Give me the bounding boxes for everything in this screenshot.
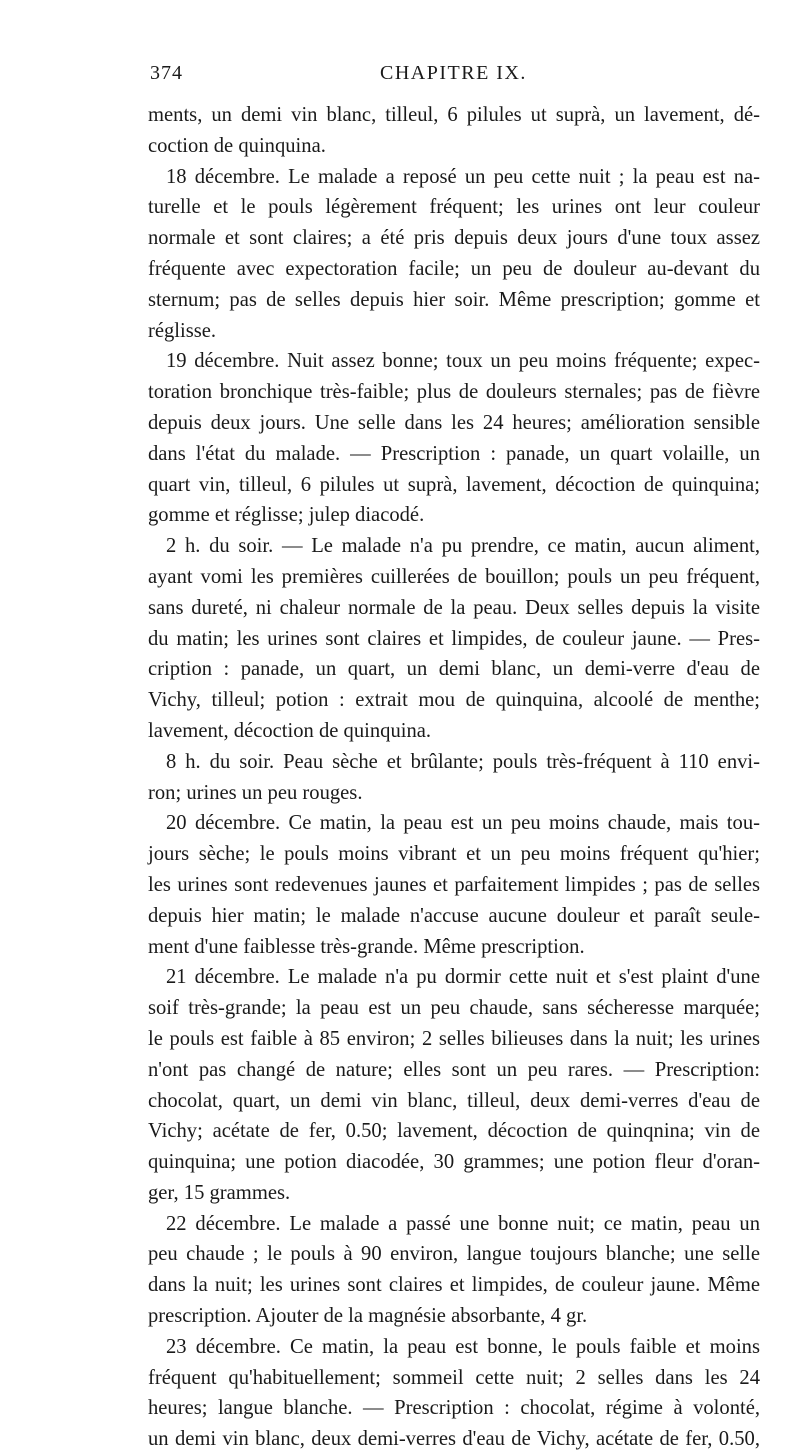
text-line: ger, 15 grammes. xyxy=(148,1181,291,1204)
text-line: n'ont pas changé de nature; elles sont un peu rares. — Prescription: xyxy=(148,1058,760,1081)
text-line: les urines sont redevenues jaunes et parfaitement limpides ; pas de selles xyxy=(148,873,760,896)
text-line: prescription. Ajouter de la magnésie absorbante, 4 gr. xyxy=(148,1305,588,1328)
text-line: 22 décembre. Le malade a passé une bonne nuit; ce matin, peau un xyxy=(166,1212,760,1235)
text-line: 20 décembre. Ce matin, la peau est un peu moins chaude, mais tou- xyxy=(166,812,760,835)
text-line: 21 décembre. Le malade n'a pu dormir cette nuit et s'est plaint d'une xyxy=(166,966,760,989)
text-line: 18 décembre. Le malade a reposé un peu cette nuit ; la peau est na- xyxy=(166,165,760,188)
text-line: coction de quinquina. xyxy=(148,134,326,157)
text-line: le pouls est faible à 85 environ; 2 selles bilieuses dans la nuit; les urines xyxy=(148,1027,760,1050)
text-line: ayant vomi les premières cuillerées de bouillon; pouls un peu fréquent, xyxy=(148,565,760,588)
text-line: cription : panade, un quart, un demi blanc, un demi-verre d'eau de xyxy=(148,658,760,681)
chapter-title: CHAPITRE IX. xyxy=(380,62,527,84)
page-number: 374 xyxy=(150,62,183,84)
text-line: peu chaude ; le pouls à 90 environ, langue toujours blanche; une selle xyxy=(148,1243,760,1266)
text-line: sans dureté, ni chaleur normale de la peau. Deux selles depuis la visite xyxy=(148,596,760,619)
text-line: ment d'une faiblesse très-grande. Même prescription. xyxy=(148,935,585,958)
text-line: jours sèche; le pouls moins vibrant et un peu moins fréquent qu'hier; xyxy=(148,843,760,866)
text-line: quinquina; une potion diacodée, 30 grammes; une potion fleur d'oran- xyxy=(148,1151,760,1174)
text-line: 19 décembre. Nuit assez bonne; toux un peu moins fréquente; expec- xyxy=(166,350,760,373)
text-line: fréquente avec expectoration facile; un peu de douleur au-devant du xyxy=(148,257,760,280)
text-line: heures; langue blanche. — Prescription : chocolat, régime à volonté, xyxy=(148,1397,760,1420)
text-line: depuis deux jours. Une selle dans les 24 heures; amélioration sensible xyxy=(148,411,760,434)
text-line: du matin; les urines sont claires et limpides, de couleur jaune. — Pres- xyxy=(148,627,760,650)
text-line: Vichy; acétate de fer, 0.50; lavement, décoction de quinqnina; vin de xyxy=(148,1120,760,1143)
text-line: un demi vin blanc, deux demi-verres d'eau de Vichy, acétate de fer, 0.50, xyxy=(148,1428,760,1451)
text-line: fréquent qu'habituellement; sommeil cette nuit; 2 selles dans les 24 xyxy=(148,1366,760,1389)
text-line: ments, un demi vin blanc, tilleul, 6 pilules ut suprà, un lavement, dé- xyxy=(148,104,760,126)
text-line: réglisse. xyxy=(148,319,217,342)
text-line: turelle et le pouls légèrement fréquent; les urines ont leur couleur xyxy=(148,196,760,219)
text-line: sternum; pas de selles depuis hier soir. Même prescription; gomme et xyxy=(148,288,760,311)
text-line: chocolat, quart, un demi vin blanc, tilleul, deux demi-verres d'eau de xyxy=(148,1089,760,1112)
text-line: soif très-grande; la peau est un peu chaude, sans sécheresse marquée; xyxy=(148,997,760,1020)
text-line: 2 h. du soir. — Le malade n'a pu prendre, ce matin, aucun aliment, xyxy=(166,535,760,558)
text-line: dans l'état du malade. — Prescription : panade, un quart volaille, un xyxy=(148,442,760,465)
text-line: normale et sont claires; a été pris depuis deux jours d'une toux assez xyxy=(148,227,760,250)
text-line: ron; urines un peu rouges. xyxy=(148,781,363,804)
body-text xyxy=(148,100,760,1455)
text-line: 8 h. du soir. Peau sèche et brûlante; pouls très-fréquent à 110 envi- xyxy=(166,750,760,773)
running-head xyxy=(150,62,750,92)
text-line: 23 décembre. Ce matin, la peau est bonne, le pouls faible et moins xyxy=(166,1335,760,1358)
text-line: quart vin, tilleul, 6 pilules ut suprà, lavement, décoction de quinquina; xyxy=(148,473,760,496)
text-line: lavement, décoction de quinquina. xyxy=(148,719,432,742)
text-line: toration bronchique très-faible; plus de douleurs sternales; pas de fièvre xyxy=(148,381,760,404)
text-line: gomme et réglisse; julep diacodé. xyxy=(148,504,425,527)
text-line: Vichy, tilleul; potion : extrait mou de quinquina, alcoolé de menthe; xyxy=(148,689,760,712)
text-line: dans la nuit; les urines sont claires et limpides, de couleur jaune. Même xyxy=(148,1274,760,1297)
text-line: depuis hier matin; le malade n'accuse aucune douleur et paraît seule- xyxy=(148,904,760,927)
